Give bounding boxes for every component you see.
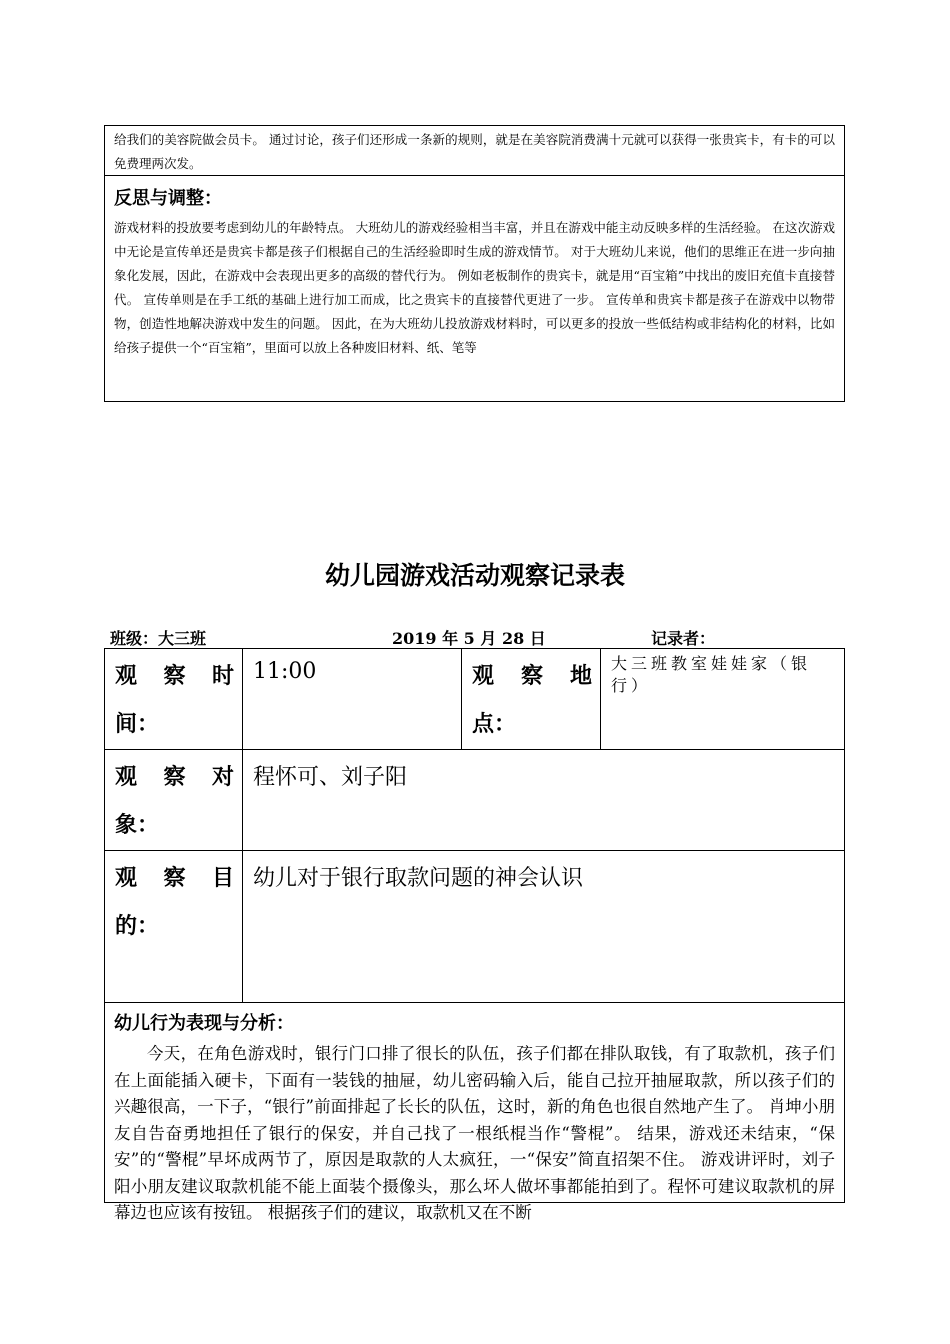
observation-info-table [104, 648, 845, 1003]
reflection-text: 游戏材料的投放要考虑到幼儿的年龄特点。 大班幼儿的游戏经验相当丰富，并且在游戏中能主动反映多样的生活经验。 在这次游戏中无论是宣传单还是贵宾卡都是孩子们根据自己的生活经验即时生成的游戏情节。 对于大班幼儿来说，他们的思维正在进一步向抽象化发展，因此，在游戏中会表现出更多的高级的替代行为。 例如老板制作的贵宾卡，就是用“百宝箱”中找出的废旧充值卡直接替代。 宣传单则是在手工纸的基础上进行加工而成，比之贵宾卡的直接替代更进了一步。 宣传单和贵宾卡都是孩子在游戏中以物带物，创造性地解决游戏中发生的问题。 因此，在为大班幼儿投放游戏材料时，可以更多的投放一些低结构或非结构化的材料，比如给孩子提供一个“百宝箱”，里面可以放上各种废旧材料、纸、笔等 [114, 220, 835, 355]
analysis-text: 今天，在角色游戏时，银行门口排了很长的队伍，孩子们都在排队取钱，有了取款机，孩子们在上面能插入硬卡，下面有一装钱的抽屉，幼儿密码输入后，能自己拉开抽屉取款，所以孩子们的兴趣很高，一下子，“银行”前面排起了长长的队伍，这时，新的角色也很自然地产生了。 肖坤小朋友自告奋勇地担任了银行的保安，并自己找了一根纸棍当作“警棍”。 结果，游戏还未结束，“保安”的“警棍”早坏成两节了，原因是取款的人太疯狂，一“保安”简直招架不住。 游戏讲评时，刘子阳小朋友建议取款机能不能上面装个摄像头，那么坏人做坏事都能拍到了。程怀可建议取款机的屏幕边也应该有按钮。 根据孩子们的建议，取款机又在不断 [114, 1044, 835, 1222]
observation-subject-label: 观 察 对 象： [105, 750, 243, 851]
class-label: 班级：大三班 [110, 629, 207, 648]
reflection-heading: 反思与调整： [114, 188, 222, 209]
recorder-label: 记录者： [651, 629, 716, 648]
observation-place-label: 观 察 地 点： [462, 649, 601, 750]
analysis-heading: 幼儿行为表现与分析： [114, 1013, 294, 1034]
previous-page-text-box [104, 125, 845, 176]
observation-purpose-value: 幼儿对于银行取款问题的神会认识 [253, 866, 584, 891]
observation-purpose-label: 观 察 目 的： [105, 851, 243, 1002]
reflection-section [104, 175, 845, 402]
previous-page-text: 给我们的美容院做会员卡。 通过讨论，孩子们还形成一条新的规则，就是在美容院消费满十元就可以获得一张贵宾卡，有卡的可以免费理两次发。 [114, 132, 835, 171]
observation-subject-value: 程怀可、刘子阳 [243, 750, 844, 851]
behavior-analysis-section [104, 1002, 845, 1222]
observation-place-value: 大三班教室娃娃家（银行） [601, 649, 844, 750]
observation-time-value: 11:00 [243, 649, 462, 750]
record-date: 2019 年 5 月 28 日 [392, 629, 546, 648]
observation-time-label: 观 察 时 间： [105, 649, 243, 750]
form-title: 幼儿园游戏活动观察记录表 [324, 561, 625, 590]
